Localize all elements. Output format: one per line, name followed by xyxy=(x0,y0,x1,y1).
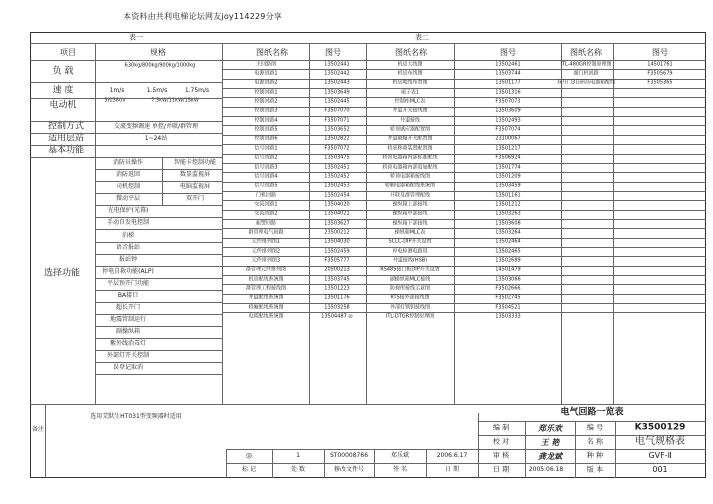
drawing-name: 机房配线系统图 xyxy=(248,276,284,283)
table-rule xyxy=(222,116,706,117)
drawing-number: 13502443 xyxy=(324,79,350,86)
drawing-name: 控制柜MLC表 xyxy=(394,98,426,105)
drawing-number: 13502452 xyxy=(324,173,350,180)
table-rule xyxy=(222,182,706,183)
table1-title: 表一 xyxy=(129,33,143,42)
function-item: 停电自救功能(ALP) xyxy=(102,267,154,275)
speed-label: 速 度 xyxy=(52,85,74,96)
table-rule xyxy=(30,145,222,146)
drawing-name: 轿顶感应器配置图 xyxy=(389,126,431,133)
function-item: 报站钟 xyxy=(118,255,138,263)
drawing-name: 机房布线图 xyxy=(397,70,423,77)
drawing-name: 机房大线图 xyxy=(397,61,423,68)
drawing-number: 23500212 xyxy=(324,229,350,236)
revision-signer: 郑乐斌 xyxy=(390,452,410,459)
table-rule xyxy=(222,107,706,108)
drawing-number: F3504521 xyxy=(495,304,521,311)
drawing-name: 操纵箱上部接线 xyxy=(392,201,428,208)
table-rule xyxy=(222,191,706,192)
drawing-number: F3502745 xyxy=(495,294,521,301)
signature: 郑乐欢 xyxy=(538,423,562,433)
load-label: 负 载 xyxy=(52,66,74,77)
function-item: 超长开门 xyxy=(115,304,141,311)
date-value: 2005.06.18 xyxy=(528,466,564,473)
drawing-number: F3502666 xyxy=(495,285,521,292)
table-rule xyxy=(30,133,222,134)
table-rule xyxy=(222,294,706,295)
drawing-name: 元件排列图3 xyxy=(251,257,281,264)
no-label: 编 号 xyxy=(586,423,604,432)
drawing-number: 13501209 xyxy=(495,173,521,180)
revision-label: 日 期 xyxy=(445,466,459,473)
drawing-number: 13503475 xyxy=(324,154,350,161)
table-rule xyxy=(30,121,222,122)
drawing-number: 13504030 xyxy=(324,238,350,245)
drawing-number: 13501161 xyxy=(495,192,521,199)
control-value: 交流变频调速 单控/并联/群管理 xyxy=(114,123,198,130)
drawing-name: 轿厢电器箱配线系统图 xyxy=(384,182,436,189)
drawing-name: 元件排列图1 xyxy=(251,238,281,245)
drawing-name: 双开门3自研高电器箱配线 xyxy=(556,79,616,86)
revision-label: 签 名 xyxy=(393,466,407,473)
drawing-name: 信号回路5 xyxy=(254,182,278,189)
table-rule xyxy=(95,326,222,327)
drawing-number: 13501217 xyxy=(495,145,521,152)
drawing-number: 13504020 xyxy=(324,201,350,208)
drawing-number: 13502465 xyxy=(495,248,521,255)
compile-label: 编 制 xyxy=(492,423,510,432)
drawing-name: 群管理元件排列图 xyxy=(245,266,287,273)
drawing-number: 13501316 xyxy=(495,89,521,96)
table-rule xyxy=(30,82,222,83)
table-rule xyxy=(30,60,222,61)
table2-header: 图号 xyxy=(325,48,341,57)
drawing-name: RS485接口板DIP开关设置 xyxy=(380,266,440,273)
table-rule xyxy=(95,229,222,230)
revision-date: 2006.6.17 xyxy=(436,452,468,459)
drawing-name: 信号回路2 xyxy=(254,154,278,161)
drawing-name: 井道配线系统图 xyxy=(248,294,284,301)
table-rule xyxy=(95,290,222,291)
drawing-name: 信号回路3 xyxy=(254,164,278,171)
drawing-name: 电源回路1 xyxy=(254,70,278,77)
drawing-number: 13503649 xyxy=(324,89,350,96)
no-value: K3500129 xyxy=(634,422,686,433)
table-rule xyxy=(222,97,706,98)
drawing-number: F3507074 xyxy=(495,126,521,133)
drawing-name: 外部灯锁钥接线图 xyxy=(389,304,431,311)
table-rule xyxy=(222,79,706,80)
drawing-name: 控制回路2 xyxy=(254,98,278,105)
drawing-name: 元件排列图2 xyxy=(251,248,281,255)
review-label: 审 核 xyxy=(492,451,510,460)
drawing-number: 13503263 xyxy=(495,210,521,217)
version-value: 001 xyxy=(652,465,668,474)
function-item: 平层预开门功能 xyxy=(106,279,150,287)
table-rule xyxy=(222,275,706,276)
drawing-name: 停电检测电路用 xyxy=(392,248,428,255)
revision-count: 1 xyxy=(296,452,300,459)
table-rule xyxy=(222,135,706,136)
function-item: 双开门 xyxy=(185,195,205,203)
drawing-number: 13502451 xyxy=(324,164,350,171)
table-rule xyxy=(222,256,706,257)
drawing-number: 13502453 xyxy=(324,182,350,189)
speed-value: 1m/s xyxy=(109,87,125,94)
function-item: 地震管制运行 xyxy=(109,316,147,324)
revision-label: 修改文件号 xyxy=(333,466,365,473)
table-rule xyxy=(45,404,46,478)
drawing-name: 信号回路1 xyxy=(254,145,278,152)
drawing-number: 13502442 xyxy=(324,70,350,77)
drawing-name: 门机回路 xyxy=(255,192,277,199)
drawing-number: F3506924 xyxy=(495,154,521,161)
drawing-number: 13503258 xyxy=(324,304,350,311)
function-item: 紫外线消毒灯 xyxy=(109,340,147,348)
drawing-name: 轿顶电器箱内部标准配线 xyxy=(382,154,438,161)
drawing-name: 交流回路2 xyxy=(254,210,278,217)
basic-label: 基本功能 xyxy=(47,145,85,156)
drawing-name: 群管理工程接线图 xyxy=(245,285,287,292)
drawing-number: F3505777 xyxy=(324,257,350,264)
drawing-number: 13503652 xyxy=(324,126,350,133)
motor-label: 电动机 xyxy=(49,100,77,111)
table-rule xyxy=(226,463,706,464)
table-top-rule xyxy=(30,43,706,44)
table-rule xyxy=(222,210,706,211)
table-rule xyxy=(222,312,706,313)
floors-value: 1~24站 xyxy=(144,135,168,142)
drawing-name: 端子表1 xyxy=(400,89,420,96)
floors-label: 适用层站 xyxy=(47,133,85,144)
drawing-number: F3507070 xyxy=(324,107,350,114)
table-rule xyxy=(226,449,706,450)
optional-label: 选择功能 xyxy=(43,268,81,279)
drawing-name: 井道接线 xyxy=(399,117,421,124)
function-item: 副操纵箱 xyxy=(115,328,141,336)
motor-value: 3相380V xyxy=(104,97,126,104)
title-block-title: 电气回路一览表 xyxy=(560,407,624,418)
drawing-number: 20500213 xyxy=(324,266,350,273)
check-label: 校 对 xyxy=(492,437,510,446)
drawing-number: 13503609 xyxy=(495,107,521,114)
table-rule xyxy=(222,69,706,70)
drawing-number: 13502689 xyxy=(495,257,521,264)
drawing-name: 轿底称重装置配置图 xyxy=(387,145,433,152)
table-rule xyxy=(95,362,222,363)
drawing-name: 操纵箱MLC表 xyxy=(394,229,426,236)
remarks-text: 选用艾默生HT031型变频器时适用 xyxy=(90,413,182,420)
table-rule xyxy=(95,254,222,255)
table1-header-item: 项目 xyxy=(60,48,76,57)
drawing-number: F3505679 xyxy=(647,70,673,77)
table2-header: 图号 xyxy=(652,48,668,57)
drawing-number: 23100067 xyxy=(495,135,521,142)
function-item: 语音报站 xyxy=(115,243,141,251)
version-label: 版 本 xyxy=(586,465,604,474)
type-value: GVF-Ⅱ xyxy=(648,451,672,460)
table-rule xyxy=(95,217,222,218)
drawing-name: 控制回路6 xyxy=(254,135,278,142)
function-item: BA接口 xyxy=(117,291,139,299)
function-item: 外部灯开关控制 xyxy=(106,352,150,360)
drawing-number: 13501212 xyxy=(495,201,521,208)
table-rule xyxy=(222,247,706,248)
revision-label: 处 数 xyxy=(291,466,305,473)
table-rule xyxy=(30,98,222,99)
revision-doc-no: ST00008766 xyxy=(329,452,369,459)
function-item: 手动自发电控制 xyxy=(106,219,150,227)
function-item: 消防员操作 xyxy=(112,159,144,167)
drawing-number: 13502461 xyxy=(495,61,521,68)
table-rule xyxy=(478,413,479,478)
drawing-name: ITL-480GR控制原理图 xyxy=(560,61,612,68)
signature: 王 艳 xyxy=(540,437,560,447)
drawing-number: 13502441 xyxy=(324,61,350,68)
drawing-number: 13503745 xyxy=(324,276,350,283)
drawing-name: 信号回路4 xyxy=(254,173,278,180)
drawing-name: 副操纵箱MLC接线 xyxy=(389,276,431,283)
page-header: 本资料由共利电梯论坛网友joy114229分享 xyxy=(123,12,282,21)
drawing-number: 13501176 xyxy=(324,294,350,301)
table-rule xyxy=(222,163,706,164)
table-rule xyxy=(95,266,222,267)
function-item: 数显监视屏 xyxy=(179,171,211,179)
revision-mark: ◎ xyxy=(245,451,253,460)
speed-value: 1.5m/s xyxy=(146,87,168,94)
drawing-name: ITL-DTGR控制原理图 xyxy=(385,313,435,320)
table-rule xyxy=(222,228,706,229)
drawing-number: 13503744 xyxy=(495,70,521,77)
drawing-name: 机房地线布置图 xyxy=(392,79,428,86)
table-rule xyxy=(30,157,222,158)
table-rule xyxy=(222,238,706,239)
drawing-number: 13502464 xyxy=(495,238,521,245)
table-rule xyxy=(95,157,96,404)
drawing-name: 副门机回路 xyxy=(573,70,599,77)
drawing-number: 13502493 xyxy=(495,117,521,124)
drawing-name: 控制回路5 xyxy=(254,126,278,133)
drawing-name: 防视所接线示意图 xyxy=(389,285,431,292)
drawing-name: RTS接外部接线图 xyxy=(390,294,430,301)
table-rule xyxy=(95,338,222,339)
table-rule xyxy=(95,169,222,170)
drawing-name: 振警回路 xyxy=(255,220,277,227)
drawing-number: F3507073 xyxy=(495,98,521,105)
drawing-number: F3505365 xyxy=(647,79,673,86)
table1-header-spec: 规格 xyxy=(150,48,166,57)
drawing-number: 13501177 xyxy=(495,79,521,86)
function-item: 光电保护(光幕) xyxy=(107,207,149,215)
function-item: 消防返回 xyxy=(115,171,141,179)
table-rule xyxy=(95,242,222,243)
function-item: 误登记取消 xyxy=(112,364,144,372)
speed-value: 1.75m/s xyxy=(184,87,210,94)
drawing-number: 13501774 xyxy=(495,164,521,171)
drawing-number: 13502454 xyxy=(324,192,350,199)
table-rule xyxy=(95,314,222,315)
drawing-number: 13503459 xyxy=(495,182,521,189)
drawing-name: 控制回路1 xyxy=(254,89,278,96)
function-item: 智能卡控制功能 xyxy=(173,159,217,167)
drawing-name: 电缆配线系统图 xyxy=(248,313,284,320)
drawing-number: 13504021 xyxy=(324,210,350,217)
drawing-number: 13502445 xyxy=(324,98,350,105)
drawing-name: SCLC-DIP开关设置 xyxy=(388,238,432,245)
drawing-name: 操纵箱下部接线 xyxy=(392,220,428,227)
remarks-label: 备注 xyxy=(31,426,45,433)
drawing-number: 14501479 xyxy=(495,266,521,273)
table2-header: 图纸名称 xyxy=(256,48,288,57)
drawing-name: 井道接线(HSB) xyxy=(392,257,428,264)
drawing-name: 群管理电气回路 xyxy=(248,229,284,236)
drawing-number: 13504487 ◎ xyxy=(321,313,353,320)
table-rule xyxy=(222,125,706,126)
drawing-number: F3507071 xyxy=(324,117,350,124)
revision-label: 标 记 xyxy=(242,466,256,473)
drawing-name: 主回路图 xyxy=(255,61,277,68)
drawing-name: 井道开关接线图 xyxy=(392,107,428,114)
table-rule xyxy=(95,350,222,351)
drawing-name: 电源回路2 xyxy=(254,79,278,86)
drawing-number: 13503066 xyxy=(495,276,521,283)
table-rule xyxy=(222,172,706,173)
table-rule xyxy=(222,88,706,89)
drawing-name: 交流回路1 xyxy=(254,201,278,208)
table-rule xyxy=(222,60,706,61)
table-rule xyxy=(95,278,222,279)
motor-value: 7.5kW/11kW/15kW xyxy=(151,97,199,104)
table-rule xyxy=(222,266,706,267)
table-rule xyxy=(222,284,706,285)
table2-title: 表二 xyxy=(415,33,429,42)
drawing-number: 13503627 xyxy=(324,220,350,227)
drawing-number: 13503608 xyxy=(495,220,521,227)
type-label: 种 种 xyxy=(586,451,604,460)
drawing-number: F3507072 xyxy=(324,145,350,152)
date-label: 日 期 xyxy=(492,465,510,474)
table2-header: 图纸名称 xyxy=(570,48,602,57)
table2-header: 图号 xyxy=(500,48,516,57)
drawing-name: 井道隔爆开关配置图 xyxy=(387,135,433,142)
drawing-number: 13503333 xyxy=(495,313,521,320)
name-value: 电气规格表 xyxy=(635,436,685,447)
drawing-number: 14501761 xyxy=(647,61,673,68)
drawing-number: 13502459 xyxy=(324,248,350,255)
table-rule xyxy=(222,303,706,304)
drawing-name: 开联及群管理配线 xyxy=(389,192,431,199)
table-rule xyxy=(95,193,222,194)
function-item: 电脑监视屏 xyxy=(179,183,211,191)
drawing-name: 轿顶电器箱接线图 xyxy=(389,173,431,180)
function-item: 微动平层 xyxy=(115,195,141,203)
drawing-number: 13503264 xyxy=(495,229,521,236)
table-rule xyxy=(95,302,222,303)
function-item: 泊梯 xyxy=(121,231,135,239)
table-rule xyxy=(95,374,222,375)
table-rule xyxy=(222,200,706,201)
drawing-number: 13502822 xyxy=(324,135,350,142)
table2-header: 图纸名称 xyxy=(395,48,427,57)
drawing-name: 操纵箱中部接线 xyxy=(392,210,428,217)
control-label: 控制方式 xyxy=(47,121,85,132)
load-value: 630kg/800kg/900kg/1000kg xyxy=(124,62,196,69)
signature: 龚龙斌 xyxy=(538,451,562,461)
table-rule xyxy=(95,205,222,206)
table-rule xyxy=(222,144,706,145)
drawing-name: 控制回路3 xyxy=(254,107,278,114)
table-rule xyxy=(222,219,706,220)
drawing-name: 轿厢配线系统图 xyxy=(248,304,284,311)
drawing-number: 13501223 xyxy=(324,285,350,292)
function-item: 司机控制 xyxy=(115,183,141,191)
table-rule xyxy=(95,181,222,182)
remarks-top-rule xyxy=(30,404,706,405)
drawing-name: 控制回路4 xyxy=(254,117,278,124)
drawing-name: 轿顶电器箱内部追加配线 xyxy=(382,164,438,171)
table-rule xyxy=(222,154,706,155)
name-label: 名 称 xyxy=(586,437,604,446)
